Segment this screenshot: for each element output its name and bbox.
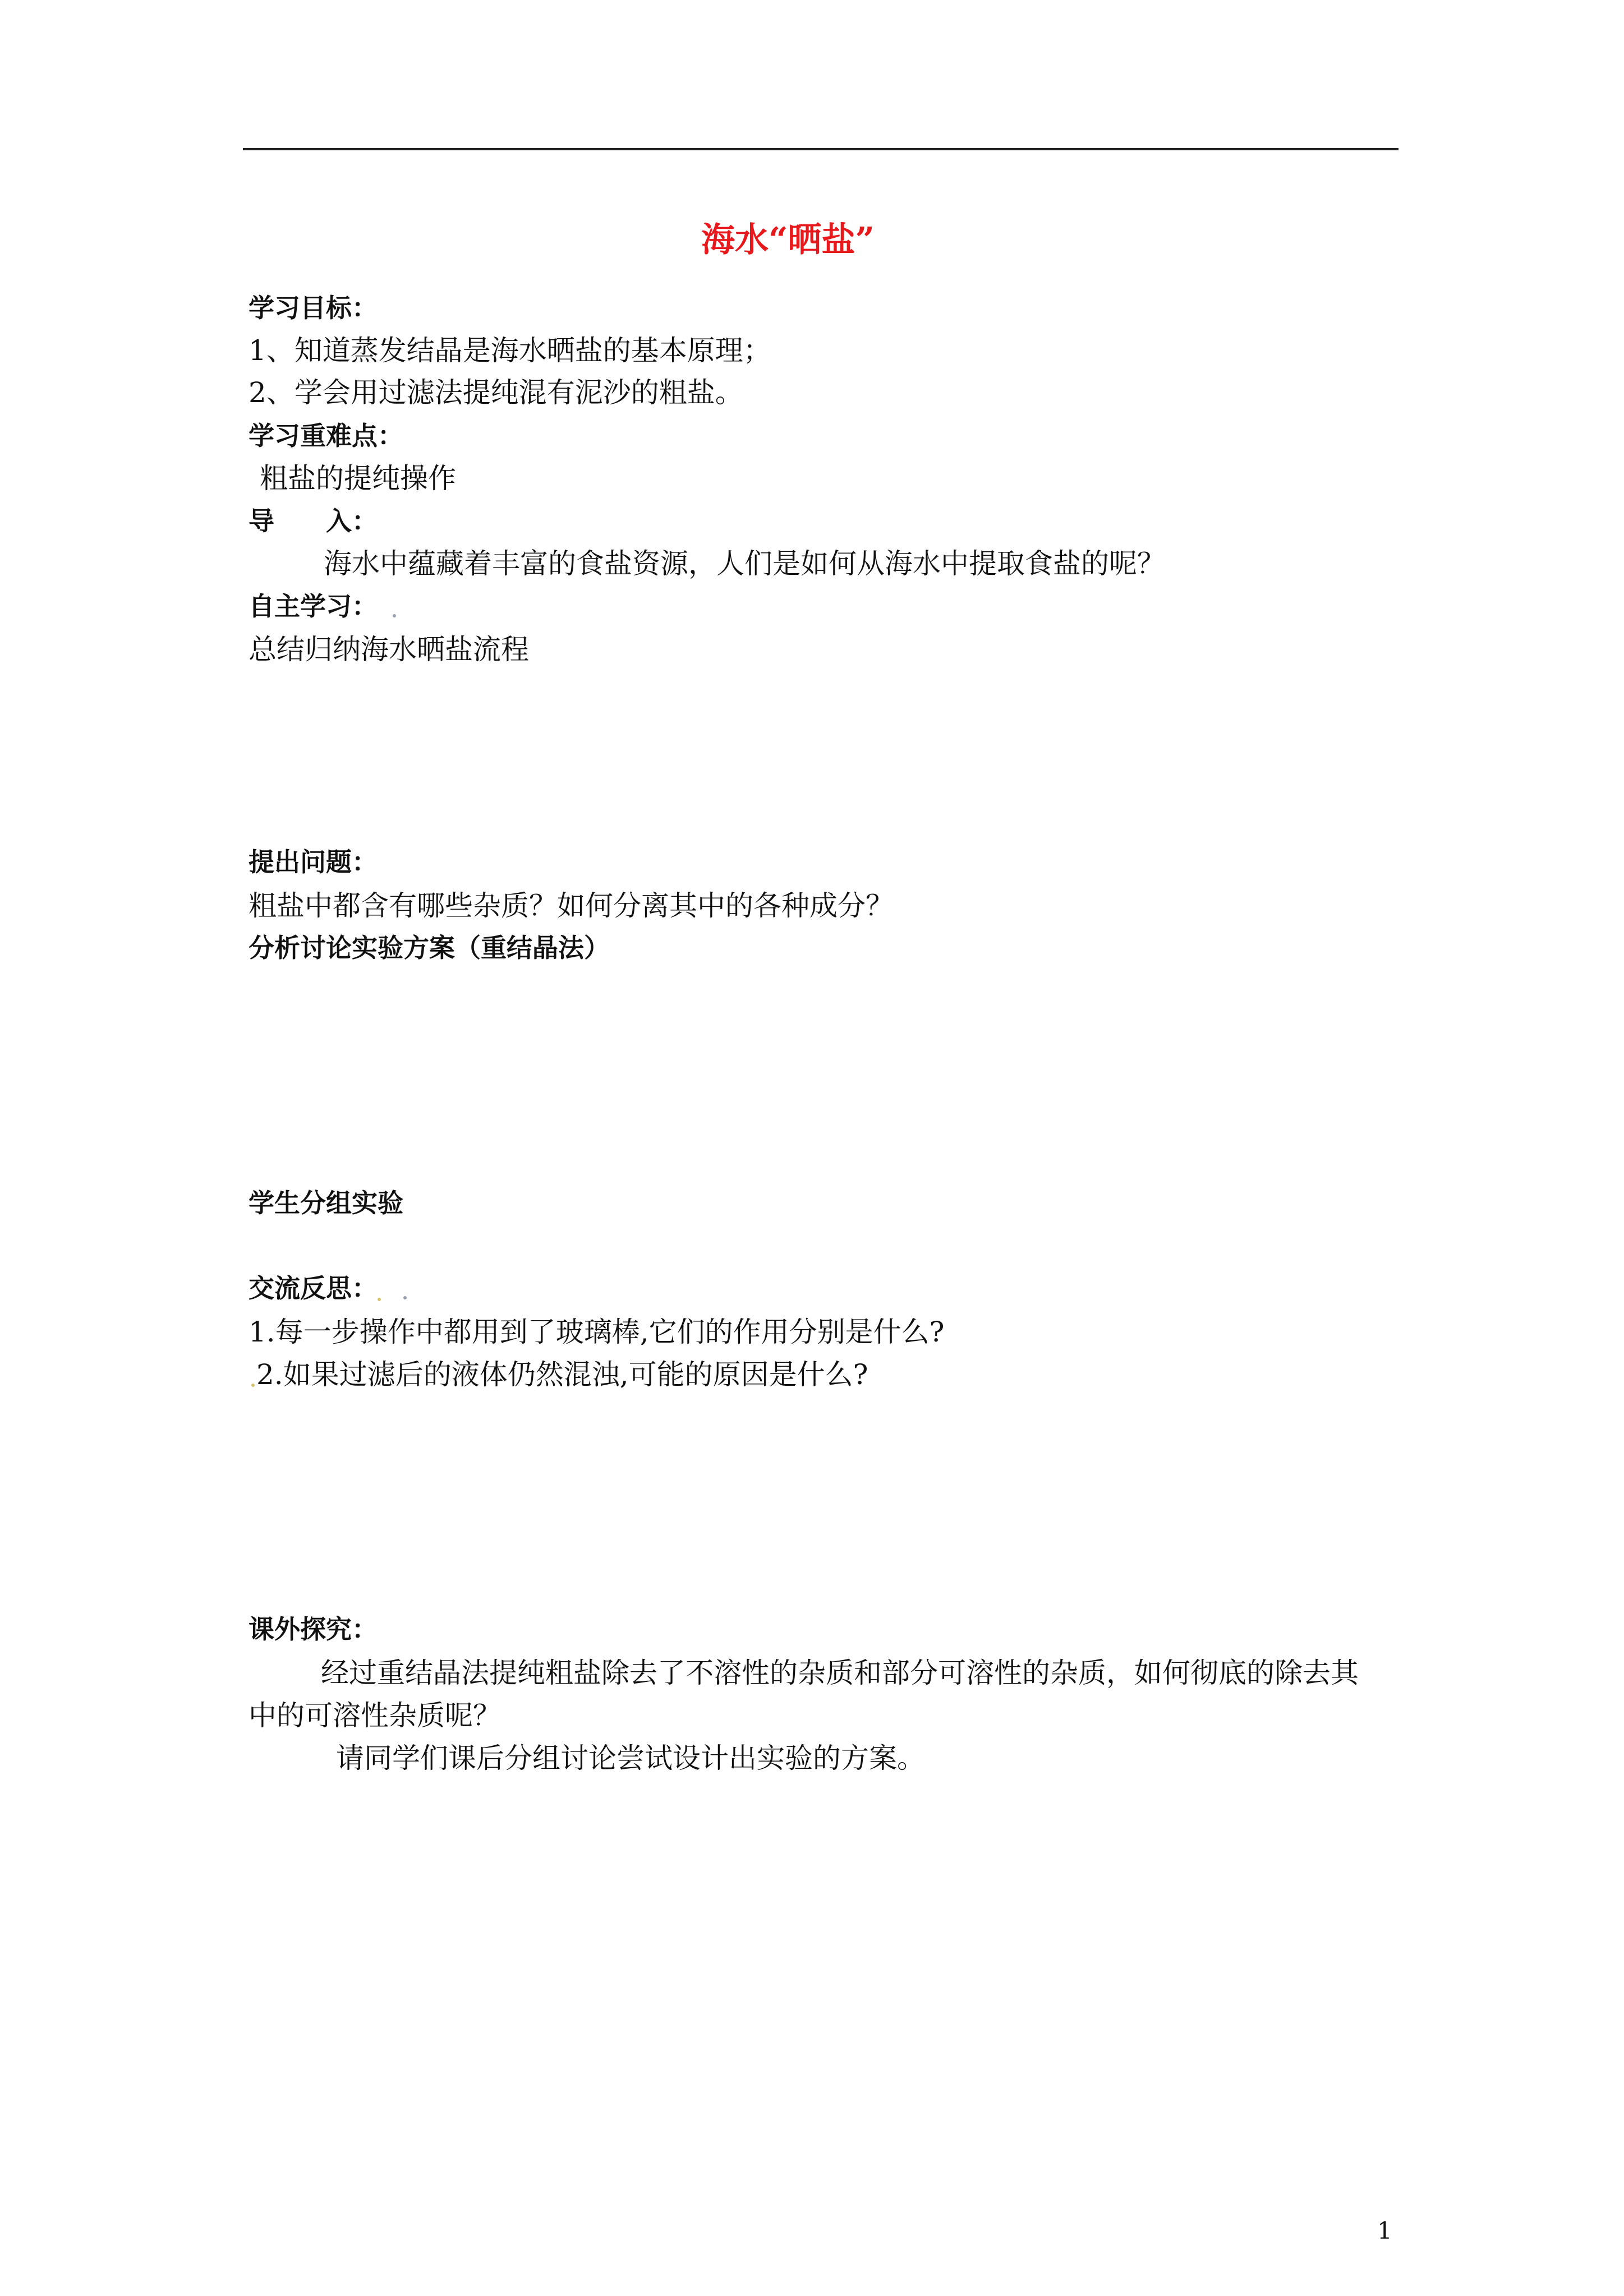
self-study-text: 总结归纳海水晒盐流程 [249,633,529,666]
extracurricular-heading: 课外探究： [249,1614,378,1644]
reflection-question-2: 2.如果过滤后的液体仍然混浊,可能的原因是什么? [256,1358,868,1391]
reflection-heading: 交流反思： [249,1273,378,1303]
objective-2: 2、学会用过滤法提纯混有泥沙的粗盐。 [249,376,743,409]
extracurricular-line-1: 经过重结晶法提纯粗盐除去了不溶性的杂质和部分可溶性的杂质，如何彻底的除去其 [321,1657,1359,1689]
header-rule [243,148,1398,150]
scan-artifact [393,614,396,617]
objective-1: 1、知道蒸发结晶是海水晒盐的基本原理； [249,334,771,367]
discussion-heading: 分析讨论实验方案（重结晶法） [249,933,610,963]
intro-text: 海水中蕴藏着丰富的食盐资源，人们是如何从海水中提取食盐的呢？ [324,547,1165,580]
question-heading: 提出问题： [249,847,378,877]
scan-artifact [403,1296,407,1299]
objectives-heading: 学习目标： [249,293,378,323]
reflection-question-1: 1.每一步操作中都用到了玻璃棒,它们的作用分别是什么? [249,1316,945,1348]
question-text: 粗盐中都含有哪些杂质？如何分离其中的各种成分？ [249,889,894,922]
document-title: 海水“晒盐” [701,220,875,260]
scan-artifact [378,1298,381,1301]
extracurricular-line-2: 中的可溶性杂质呢？ [249,1699,501,1732]
page-number: 1 [1377,2217,1392,2244]
group-experiment-heading: 学生分组实验 [249,1188,403,1218]
keypoints-heading: 学习重难点： [249,421,403,451]
intro-heading: 导 入： [249,506,378,536]
scan-artifact [251,1384,255,1387]
keypoints-text: 粗盐的提纯操作 [260,462,456,495]
extracurricular-line-3: 请同学们课后分组讨论尝试设计出实验的方案。 [336,1742,925,1774]
self-study-heading: 自主学习： [249,591,378,621]
